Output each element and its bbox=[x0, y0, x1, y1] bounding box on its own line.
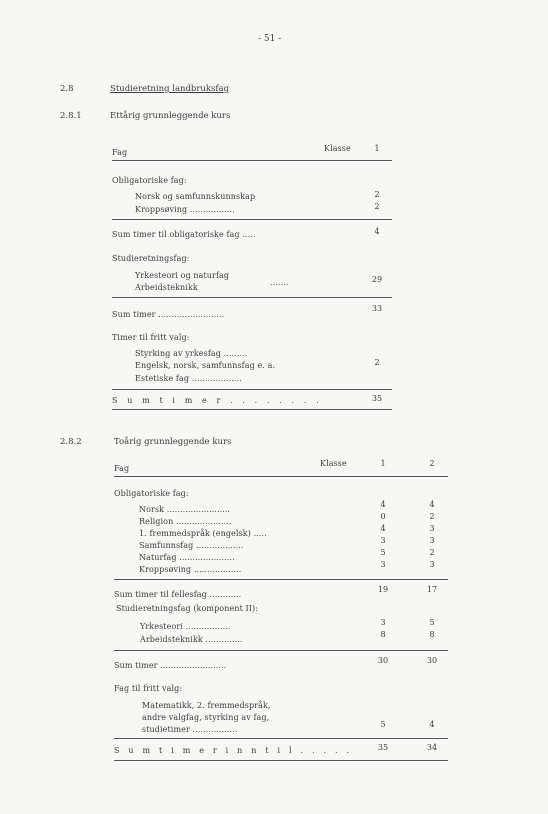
course2-header-col2: 2 bbox=[429, 459, 435, 468]
course2-oblig-row-v2: 2 bbox=[429, 548, 435, 557]
course1-oblig-row-name: Norsk og samfunnskunnskap bbox=[135, 192, 256, 201]
course2-oblig-row-name: Samfunnsfag .................. bbox=[139, 541, 244, 550]
course2-sum-felles-label: Sum timer til fellesfag ............ bbox=[114, 590, 242, 599]
course1-number: 2.8.1 bbox=[60, 111, 82, 121]
course2-oblig-row-v1: 3 bbox=[380, 560, 386, 569]
course2-oblig-row-name: Norsk ........................ bbox=[139, 505, 231, 514]
course1-sum-oblig-value: 4 bbox=[374, 227, 380, 236]
course2-sum-felles-v1: 19 bbox=[377, 585, 389, 594]
course2-studie-row-v2: 8 bbox=[429, 630, 435, 639]
course2-oblig-row-v1: 4 bbox=[380, 524, 386, 533]
course2-rule bbox=[114, 579, 448, 580]
course2-studie-row-name: Arbeidsteknikk .............. bbox=[140, 635, 243, 644]
course1-oblig-row-name: Kroppsøving ................. bbox=[135, 205, 235, 214]
course1-header-klasse: Klasse bbox=[324, 144, 351, 153]
course2-oblig-row-v1: 0 bbox=[380, 512, 386, 521]
course1-sum-timer-label: Sum timer ......................... bbox=[112, 310, 225, 319]
course2-studie-heading: Studieretningsfag (komponent II): bbox=[116, 604, 259, 613]
course1-sum-timer-value: 33 bbox=[371, 304, 383, 313]
course1-rule bbox=[112, 297, 392, 298]
course2-oblig-row-name: Naturfag ..................... bbox=[139, 553, 235, 562]
course2-total-v1: 35 bbox=[377, 743, 389, 752]
course1-header-fag: Fag bbox=[112, 148, 128, 157]
course2-oblig-row-v1: 3 bbox=[380, 536, 386, 545]
course2-fritt-v1: 5 bbox=[380, 720, 386, 729]
course2-header-col1: 1 bbox=[380, 459, 386, 468]
course1-fritt-heading: Timer til fritt valg: bbox=[112, 333, 190, 342]
course1-total-label: S u m t i m e r . . . . . . . . bbox=[112, 396, 323, 405]
course2-oblig-row-v1: 5 bbox=[380, 548, 386, 557]
course2-studie-row-v1: 8 bbox=[380, 630, 386, 639]
course2-oblig-heading: Obligatoriske fag: bbox=[114, 489, 189, 498]
course2-fritt-line: Matematikk, 2. fremmedspråk, bbox=[142, 701, 271, 710]
course1-studie-dots: ....... bbox=[270, 278, 289, 287]
course1-fritt-line: Estetiske fag ................... bbox=[135, 374, 242, 383]
course2-sum-timer-v2: 30 bbox=[426, 656, 438, 665]
course1-studie-line: Yrkesteori og naturfag bbox=[135, 271, 230, 280]
course1-fritt-line: Engelsk, norsk, samfunnsfag e. a. bbox=[135, 361, 276, 370]
course2-header-rule bbox=[114, 476, 448, 477]
course1-studie-heading: Studieretningsfag: bbox=[112, 254, 190, 263]
course2-total-v2: 34 bbox=[426, 743, 438, 752]
course2-oblig-row-v2: 3 bbox=[429, 536, 435, 545]
course2-title: Toårig grunnleggende kurs bbox=[114, 437, 232, 447]
course2-oblig-row-v2: 3 bbox=[429, 524, 435, 533]
course2-rule bbox=[114, 650, 448, 651]
course1-oblig-row-value: 2 bbox=[374, 202, 380, 211]
course1-rule bbox=[112, 219, 392, 220]
course1-oblig-heading: Obligatoriske fag: bbox=[112, 176, 187, 185]
course2-studie-row-name: Yrkesteori ................. bbox=[140, 622, 231, 631]
page-number: - 51 - bbox=[258, 34, 282, 44]
course1-total-value: 35 bbox=[371, 394, 383, 403]
course2-fritt-v2: 4 bbox=[429, 720, 435, 729]
course2-oblig-row-name: Religion ..................... bbox=[139, 517, 232, 526]
course2-number: 2.8.2 bbox=[60, 437, 82, 447]
course1-fritt-value: 2 bbox=[374, 358, 380, 367]
course1-oblig-row-value: 2 bbox=[374, 190, 380, 199]
course1-title: Ettårig grunnleggende kurs bbox=[110, 111, 231, 121]
course1-fritt-line: Styrking av yrkesfag ......... bbox=[135, 349, 248, 358]
course1-rule bbox=[112, 389, 392, 390]
course2-sum-timer-label: Sum timer ......................... bbox=[114, 661, 227, 670]
section-title: Studieretning landbruksfag bbox=[110, 84, 230, 94]
course2-total-label: S u m t i m e r i n n t i l . . . . . bbox=[114, 746, 353, 755]
course2-rule bbox=[114, 738, 448, 739]
course2-studie-row-v2: 5 bbox=[429, 618, 435, 627]
course1-header-rule bbox=[112, 160, 392, 161]
course2-rule bbox=[114, 760, 448, 761]
course2-sum-timer-v1: 30 bbox=[377, 656, 389, 665]
course2-fritt-line: andre valgfag, styrking av fag, bbox=[142, 713, 270, 722]
course2-fritt-heading: Fag til fritt valg: bbox=[114, 684, 183, 693]
course2-oblig-row-name: 1. fremmedspråk (engelsk) ..... bbox=[139, 529, 267, 538]
course2-oblig-row-v1: 4 bbox=[380, 500, 386, 509]
course2-oblig-row-name: Kroppsøving .................. bbox=[139, 565, 242, 574]
course1-studie-line: Arbeidsteknikk bbox=[135, 283, 198, 292]
course1-rule bbox=[112, 409, 392, 410]
course1-studie-value: 29 bbox=[371, 275, 383, 284]
course2-oblig-row-v2: 3 bbox=[429, 560, 435, 569]
course2-sum-felles-v2: 17 bbox=[426, 585, 438, 594]
course2-studie-row-v1: 3 bbox=[380, 618, 386, 627]
section-number: 2.8 bbox=[60, 84, 74, 94]
course2-fritt-line: studietimer ................. bbox=[142, 725, 238, 734]
course1-sum-oblig-label: Sum timer til obligatoriske fag ..... bbox=[112, 230, 256, 239]
course2-oblig-row-v2: 4 bbox=[429, 500, 435, 509]
course2-header-klasse: Klasse bbox=[320, 459, 347, 468]
course2-oblig-row-v2: 2 bbox=[429, 512, 435, 521]
course1-header-col: 1 bbox=[374, 144, 380, 153]
course2-header-fag: Fag bbox=[114, 464, 130, 473]
